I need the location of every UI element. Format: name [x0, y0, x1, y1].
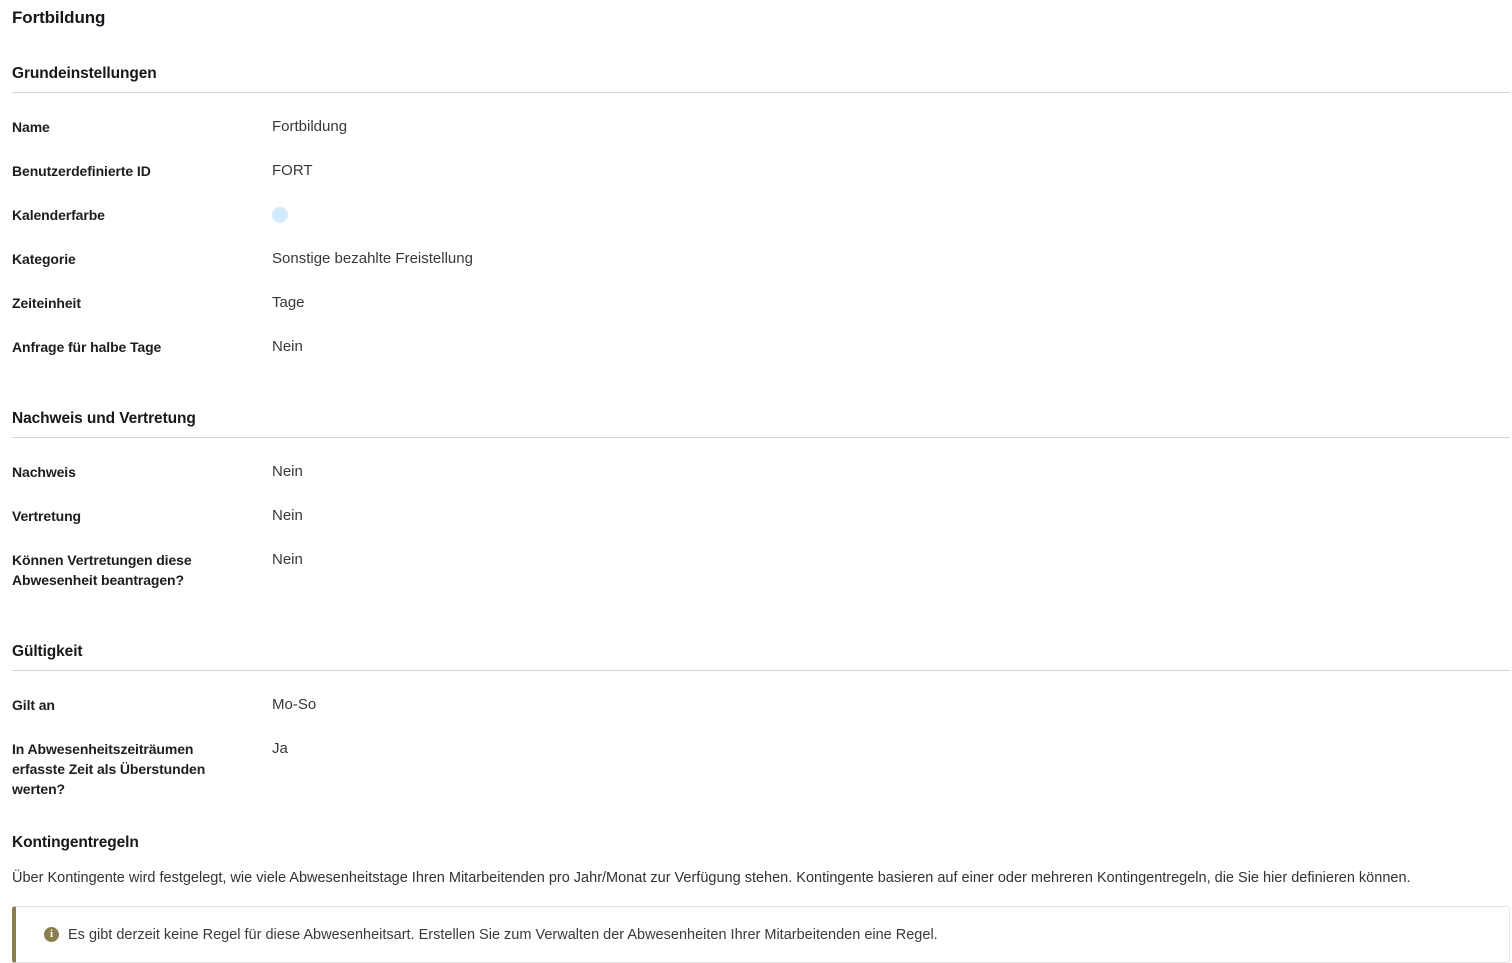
- row-zeiteinheit: [12, 281, 1510, 325]
- settings-rows: [12, 683, 1510, 811]
- row-value: Fortbildung: [272, 118, 348, 135]
- row-value: Tage: [272, 294, 305, 311]
- row-label: Zeiteinheit: [12, 295, 81, 311]
- page-title: Fortbildung: [12, 8, 106, 27]
- row-label: Kategorie: [12, 251, 76, 267]
- row-label: In Abwesenheitszeiträumen erfasste Zeit als Überstunden werten?: [12, 741, 206, 797]
- row-vertretungen-beantragen: [12, 538, 1510, 602]
- section-grundeinstellungen: [12, 64, 1510, 369]
- row-name: [12, 105, 1510, 149]
- row-ueberstunden-werten: [12, 727, 1510, 811]
- row-kategorie: [12, 237, 1510, 281]
- section-gueltigkeit: [12, 642, 1510, 811]
- row-value: Mo-So: [272, 696, 317, 713]
- no-rule-info-banner: [12, 906, 1510, 963]
- row-label: Anfrage für halbe Tage: [12, 339, 162, 355]
- row-value: Nein: [272, 551, 303, 568]
- calendar-color-swatch: [272, 207, 288, 223]
- row-label: Nachweis: [12, 464, 76, 480]
- row-label: Name: [12, 119, 50, 135]
- row-kalenderfarbe: [12, 193, 1510, 237]
- row-nachweis: [12, 450, 1510, 494]
- row-label: Können Vertretungen diese Abwesenheit beantragen?: [12, 552, 192, 588]
- section-heading-nachweis-und-vertretung: Nachweis und Vertretung: [12, 409, 1510, 438]
- row-value: Ja: [272, 740, 288, 757]
- row-value: [272, 205, 1510, 223]
- section-heading-gueltigkeit: Gültigkeit: [12, 642, 1510, 671]
- row-vertretung: [12, 494, 1510, 538]
- info-banner-text: Es gibt derzeit keine Regel für diese Abwesenheitsart. Erstellen Sie zum Verwalten der Abwesenheiten Ihrer Mitarbeitenden eine Regel.: [68, 926, 938, 943]
- row-value: FORT: [272, 162, 313, 179]
- settings-rows: [12, 450, 1510, 602]
- row-label: Vertretung: [12, 508, 82, 524]
- row-value: Sonstige bezahlte Freistellung: [272, 250, 473, 267]
- row-value: Nein: [272, 463, 303, 480]
- row-anfrage-halbe-tage: [12, 325, 1510, 369]
- settings-rows: [12, 105, 1510, 369]
- section-nachweis-und-vertretung: [12, 409, 1510, 602]
- row-value: Nein: [272, 507, 303, 524]
- row-value: Nein: [272, 338, 303, 355]
- row-label: Gilt an: [12, 697, 55, 713]
- row-gilt-an: [12, 683, 1510, 727]
- info-icon: i: [44, 927, 59, 942]
- section-heading-grundeinstellungen: Grundeinstellungen: [12, 64, 1510, 93]
- row-label: Kalenderfarbe: [12, 207, 105, 223]
- quota-description: Über Kontingente wird festgelegt, wie viele Abwesenheitstage Ihren Mitarbeitenden pro Jahr/Monat zur Verfügung stehen. Kontingente basieren auf einer oder mehreren Kontingentregeln, die Sie hier definieren können.: [12, 870, 1411, 886]
- section-heading-kontingentregeln: Kontingentregeln: [12, 834, 139, 851]
- section-kontingentregeln: [12, 833, 1510, 963]
- row-label: Benutzerdefinierte ID: [12, 163, 151, 179]
- row-benutzerdefinierte-id: [12, 149, 1510, 193]
